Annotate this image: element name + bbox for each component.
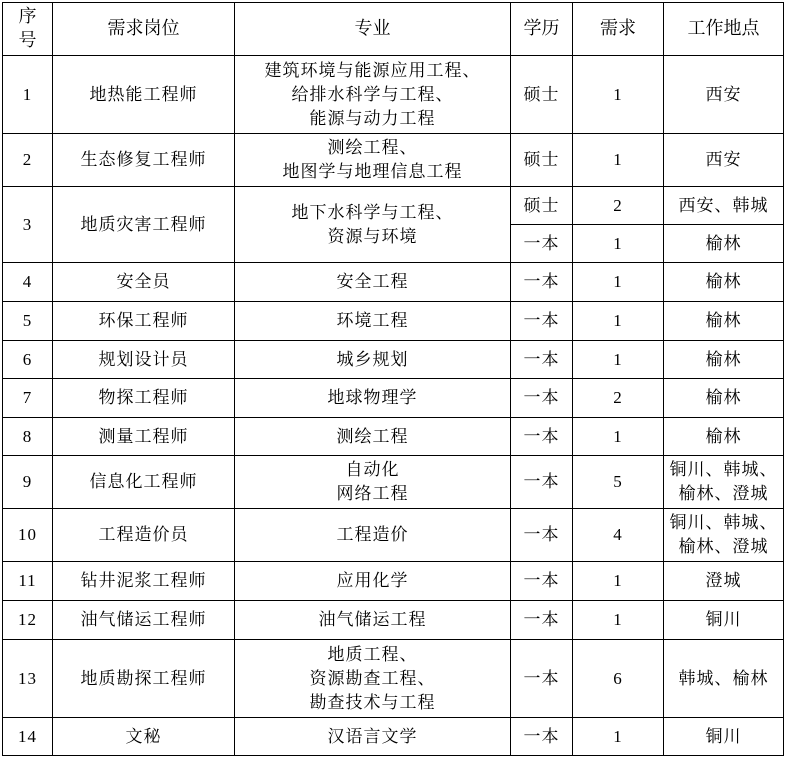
row-location-line: 榆林、澄城 bbox=[678, 484, 769, 504]
table-row bbox=[3, 640, 784, 718]
row-index: 6 bbox=[3, 341, 53, 379]
row-position: 钻井泥浆工程师 bbox=[53, 562, 235, 601]
row-position: 安全员 bbox=[53, 263, 235, 302]
row-location bbox=[664, 187, 784, 225]
row-demand: 1 bbox=[573, 225, 664, 263]
row-demand: 1 bbox=[573, 601, 664, 640]
row-position: 测量工程师 bbox=[53, 418, 235, 456]
row-major-line: 安全工程 bbox=[336, 272, 409, 292]
row-major bbox=[235, 134, 511, 187]
row-demand: 1 bbox=[573, 718, 664, 756]
row-position: 油气储运工程师 bbox=[53, 601, 235, 640]
row-location-line: 铜川、韩城、 bbox=[669, 513, 778, 533]
row-location-line: 榆林 bbox=[705, 311, 742, 331]
table-row bbox=[3, 456, 784, 509]
row-index: 2 bbox=[3, 134, 53, 187]
row-location-line: 西安、韩城 bbox=[678, 195, 769, 216]
row-degree: 一本 bbox=[511, 263, 573, 302]
row-index: 1 bbox=[3, 56, 53, 134]
row-index: 13 bbox=[3, 640, 53, 718]
table-row bbox=[3, 418, 784, 456]
table-row bbox=[3, 379, 784, 418]
row-major bbox=[235, 263, 511, 302]
row-index: 10 bbox=[3, 509, 53, 562]
row-position: 地热能工程师 bbox=[53, 56, 235, 134]
table-row bbox=[3, 187, 784, 225]
header-degree: 学历 bbox=[511, 3, 573, 56]
row-location bbox=[664, 302, 784, 341]
row-location bbox=[664, 456, 784, 509]
row-index: 9 bbox=[3, 456, 53, 509]
row-degree: 一本 bbox=[511, 718, 573, 756]
row-major-line: 测绘工程、 bbox=[327, 138, 418, 158]
row-position: 地质勘探工程师 bbox=[53, 640, 235, 718]
row-location-line: 榆林 bbox=[705, 388, 742, 408]
row-demand: 1 bbox=[573, 302, 664, 341]
row-demand: 1 bbox=[573, 56, 664, 134]
row-location bbox=[664, 341, 784, 379]
row-major bbox=[235, 418, 511, 456]
row-major-line: 勘查技术与工程 bbox=[309, 692, 436, 713]
row-location-line: 榆林、澄城 bbox=[678, 537, 769, 557]
row-major-line: 工程造价 bbox=[336, 525, 409, 545]
row-major bbox=[235, 341, 511, 379]
table-row bbox=[3, 341, 784, 379]
row-major-line: 环境工程 bbox=[336, 311, 409, 331]
row-major bbox=[235, 379, 511, 418]
row-major-line: 城乡规划 bbox=[336, 349, 409, 370]
row-index: 14 bbox=[3, 718, 53, 756]
row-major bbox=[235, 509, 511, 562]
table-body bbox=[3, 56, 784, 756]
row-major-line: 测绘工程 bbox=[336, 426, 409, 447]
row-location-line: 铜川、韩城、 bbox=[669, 460, 778, 480]
row-demand: 1 bbox=[573, 418, 664, 456]
row-degree: 一本 bbox=[511, 225, 573, 263]
row-location-line: 铜川 bbox=[705, 726, 742, 747]
row-demand: 1 bbox=[573, 263, 664, 302]
header-demand: 需求 bbox=[573, 3, 664, 56]
row-location bbox=[664, 263, 784, 302]
row-location bbox=[664, 601, 784, 640]
row-degree: 一本 bbox=[511, 562, 573, 601]
table-row bbox=[3, 601, 784, 640]
row-location bbox=[664, 379, 784, 418]
row-degree: 一本 bbox=[511, 418, 573, 456]
row-major-line: 地下水科学与工程、 bbox=[291, 202, 454, 223]
row-location bbox=[664, 562, 784, 601]
table-header bbox=[3, 3, 784, 56]
header-index-char: 序 bbox=[18, 6, 37, 27]
row-degree: 一本 bbox=[511, 640, 573, 718]
header-position: 需求岗位 bbox=[53, 3, 235, 56]
recruitment-table bbox=[2, 2, 784, 756]
row-degree: 一本 bbox=[511, 341, 573, 379]
row-major-line: 油气储运工程 bbox=[318, 610, 427, 630]
row-major-line: 网络工程 bbox=[336, 484, 409, 504]
table-row bbox=[3, 718, 784, 756]
row-index: 4 bbox=[3, 263, 53, 302]
row-major bbox=[235, 187, 511, 263]
row-index: 8 bbox=[3, 418, 53, 456]
row-major bbox=[235, 562, 511, 601]
header-index-char: 号 bbox=[18, 30, 37, 51]
row-location-line: 西安 bbox=[705, 150, 742, 170]
row-location bbox=[664, 509, 784, 562]
row-major-line: 能源与动力工程 bbox=[309, 108, 436, 129]
row-demand: 2 bbox=[573, 379, 664, 418]
row-major bbox=[235, 718, 511, 756]
header-index bbox=[3, 3, 53, 56]
row-location-line: 榆林 bbox=[705, 349, 742, 370]
row-location-line: 榆林 bbox=[705, 233, 742, 254]
row-index: 12 bbox=[3, 601, 53, 640]
row-location bbox=[664, 418, 784, 456]
row-degree: 一本 bbox=[511, 509, 573, 562]
row-location-line: 西安 bbox=[705, 84, 742, 105]
row-location-line: 韩城、榆林 bbox=[678, 668, 769, 689]
table-row bbox=[3, 263, 784, 302]
row-demand: 2 bbox=[573, 187, 664, 225]
row-location bbox=[664, 718, 784, 756]
row-major-line: 自动化 bbox=[345, 460, 400, 480]
row-degree: 一本 bbox=[511, 302, 573, 341]
row-location-line: 铜川 bbox=[705, 610, 742, 630]
row-degree: 硕士 bbox=[511, 187, 573, 225]
row-position: 物探工程师 bbox=[53, 379, 235, 418]
row-location-line: 榆林 bbox=[705, 272, 742, 292]
row-major bbox=[235, 640, 511, 718]
row-major bbox=[235, 601, 511, 640]
table-row bbox=[3, 509, 784, 562]
row-demand: 5 bbox=[573, 456, 664, 509]
table-row bbox=[3, 56, 784, 134]
table-row bbox=[3, 302, 784, 341]
row-position: 信息化工程师 bbox=[53, 456, 235, 509]
row-location-line: 榆林 bbox=[705, 426, 742, 447]
row-location bbox=[664, 134, 784, 187]
row-degree: 一本 bbox=[511, 456, 573, 509]
row-demand: 1 bbox=[573, 134, 664, 187]
row-position: 规划设计员 bbox=[53, 341, 235, 379]
row-major-line: 地质工程、 bbox=[327, 644, 418, 665]
table-row bbox=[3, 134, 784, 187]
row-position: 文秘 bbox=[53, 718, 235, 756]
row-demand: 1 bbox=[573, 562, 664, 601]
row-major bbox=[235, 302, 511, 341]
row-major-line: 建筑环境与能源应用工程、 bbox=[264, 60, 481, 81]
row-major-line: 地图学与地理信息工程 bbox=[282, 162, 463, 182]
row-position: 环保工程师 bbox=[53, 302, 235, 341]
row-position: 地质灾害工程师 bbox=[53, 187, 235, 263]
row-demand: 1 bbox=[573, 341, 664, 379]
row-major bbox=[235, 456, 511, 509]
row-degree: 硕士 bbox=[511, 134, 573, 187]
row-position: 工程造价员 bbox=[53, 509, 235, 562]
row-demand: 6 bbox=[573, 640, 664, 718]
row-major-line: 汉语言文学 bbox=[327, 726, 418, 747]
row-index: 11 bbox=[3, 562, 53, 601]
header-major: 专业 bbox=[235, 3, 511, 56]
header-location: 工作地点 bbox=[664, 3, 784, 56]
row-major bbox=[235, 56, 511, 134]
row-index: 7 bbox=[3, 379, 53, 418]
table-row bbox=[3, 562, 784, 601]
row-location bbox=[664, 56, 784, 134]
row-location-line: 澄城 bbox=[705, 571, 742, 591]
row-major-line: 资源与环境 bbox=[327, 226, 418, 247]
row-degree: 一本 bbox=[511, 379, 573, 418]
row-major-line: 地球物理学 bbox=[327, 388, 418, 408]
row-degree: 一本 bbox=[511, 601, 573, 640]
row-index: 3 bbox=[3, 187, 53, 263]
row-major-line: 资源勘查工程、 bbox=[309, 668, 436, 689]
row-demand: 4 bbox=[573, 509, 664, 562]
row-degree: 硕士 bbox=[511, 56, 573, 134]
row-major-line: 应用化学 bbox=[336, 571, 409, 591]
row-index: 5 bbox=[3, 302, 53, 341]
row-major-line: 给排水科学与工程、 bbox=[291, 84, 454, 105]
row-location bbox=[664, 640, 784, 718]
row-location bbox=[664, 225, 784, 263]
row-position: 生态修复工程师 bbox=[53, 134, 235, 187]
